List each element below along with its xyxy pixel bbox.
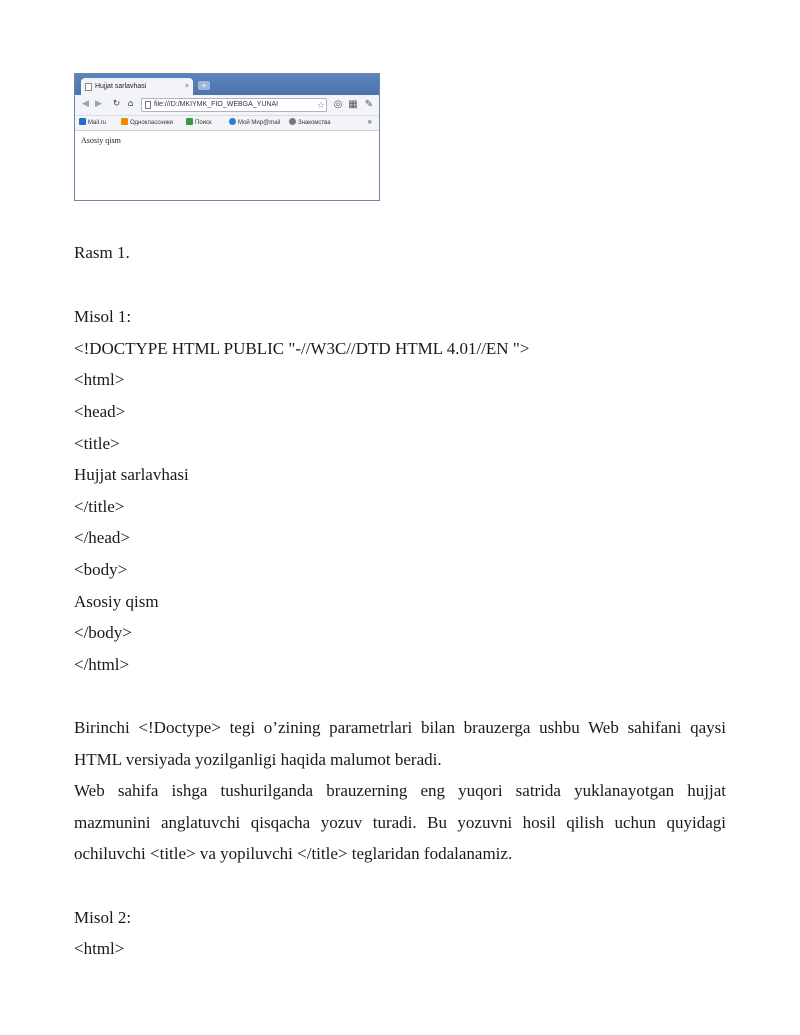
address-text: file:///D:/MKIYMK_FIO_WEBGA_YUNAI xyxy=(154,101,279,108)
browser-tabstrip xyxy=(75,74,379,95)
home-icon: ⌂ xyxy=(127,99,134,109)
page-menu-icon: ▦ xyxy=(348,99,358,110)
example-2-heading: Misol 2: xyxy=(74,908,132,927)
browser-toolbar xyxy=(75,95,379,116)
address-bar xyxy=(141,98,327,112)
search-extension-icon: ◎ xyxy=(333,99,343,110)
bookmark-label: Мой Мир@mail xyxy=(238,120,281,126)
code-line: <head> xyxy=(74,402,126,421)
bookmark-star-icon: ☆ xyxy=(316,100,325,110)
bookmark-item xyxy=(79,116,106,130)
bookmark-label: Mail.ru xyxy=(88,120,107,126)
bookmark-item xyxy=(186,116,212,130)
page-icon xyxy=(145,101,151,109)
paragraph: Birinchi <!Doctype> tegi o’zining parametrlari bilan brauzerga ushbu Web sahifani qaysi HTML versiyada yozilganligi haqida malumot beradi. xyxy=(74,718,726,769)
code-line: <html> xyxy=(74,370,125,389)
code-line: <title> xyxy=(74,434,120,453)
bookmark-icon xyxy=(79,118,86,125)
figure-caption: Rasm 1. xyxy=(74,243,130,262)
code-line: </title> xyxy=(74,497,125,516)
bookmark-item xyxy=(289,116,331,130)
browser-viewport xyxy=(75,131,379,200)
code-line: </body> xyxy=(74,623,132,642)
bookmark-icon xyxy=(229,118,236,125)
wrench-icon: ✎ xyxy=(364,99,374,110)
code-line: </head> xyxy=(74,528,130,547)
example-1-heading: Misol 1: xyxy=(74,307,132,326)
code-line: Hujjat sarlavhasi xyxy=(74,465,189,484)
bookmark-item xyxy=(229,116,280,130)
paragraph: Web sahifa ishga tushurilganda brauzerning eng yuqori satrida yuklanayotgan hujjat mazmunini anglatuvchi qisqacha yozuv turadi. Bu yozuvni hosil qilish uchun quyidagi ochiluvchi <title> va yopiluvchi </title> teglaridan fodalanamiz. xyxy=(74,781,726,864)
code-line: <body> xyxy=(74,560,128,579)
browser-tab xyxy=(81,78,193,95)
bookmarks-bar xyxy=(75,116,379,131)
bookmark-item xyxy=(121,116,173,130)
back-icon: ◀ xyxy=(82,99,89,109)
forward-icon: ▶ xyxy=(95,99,102,109)
tab-close-icon: × xyxy=(184,83,189,90)
bookmark-icon xyxy=(289,118,296,125)
code-line: <!DOCTYPE HTML PUBLIC "-//W3C//DTD HTML 4.01//EN "> xyxy=(74,339,530,358)
reload-icon: ↻ xyxy=(112,99,121,109)
browser-tab-title: Hujjat sarlavhasi xyxy=(95,83,147,90)
new-tab-icon: + xyxy=(198,81,210,90)
code-line: <html> xyxy=(74,939,125,958)
bookmark-label: Одноклассники xyxy=(130,120,173,126)
page-favicon-icon xyxy=(85,83,92,91)
code-line: </html> xyxy=(74,655,130,674)
code-line: Asosiy qism xyxy=(74,592,159,611)
bookmark-icon xyxy=(186,118,193,125)
bookmarks-overflow-icon: » xyxy=(367,117,372,126)
bookmark-icon xyxy=(121,118,128,125)
browser-page-text: Asosiy qism xyxy=(81,136,121,145)
browser-screenshot xyxy=(74,73,380,201)
bookmark-label: Поиск xyxy=(195,120,212,126)
bookmark-label: Знакомства xyxy=(298,120,331,126)
